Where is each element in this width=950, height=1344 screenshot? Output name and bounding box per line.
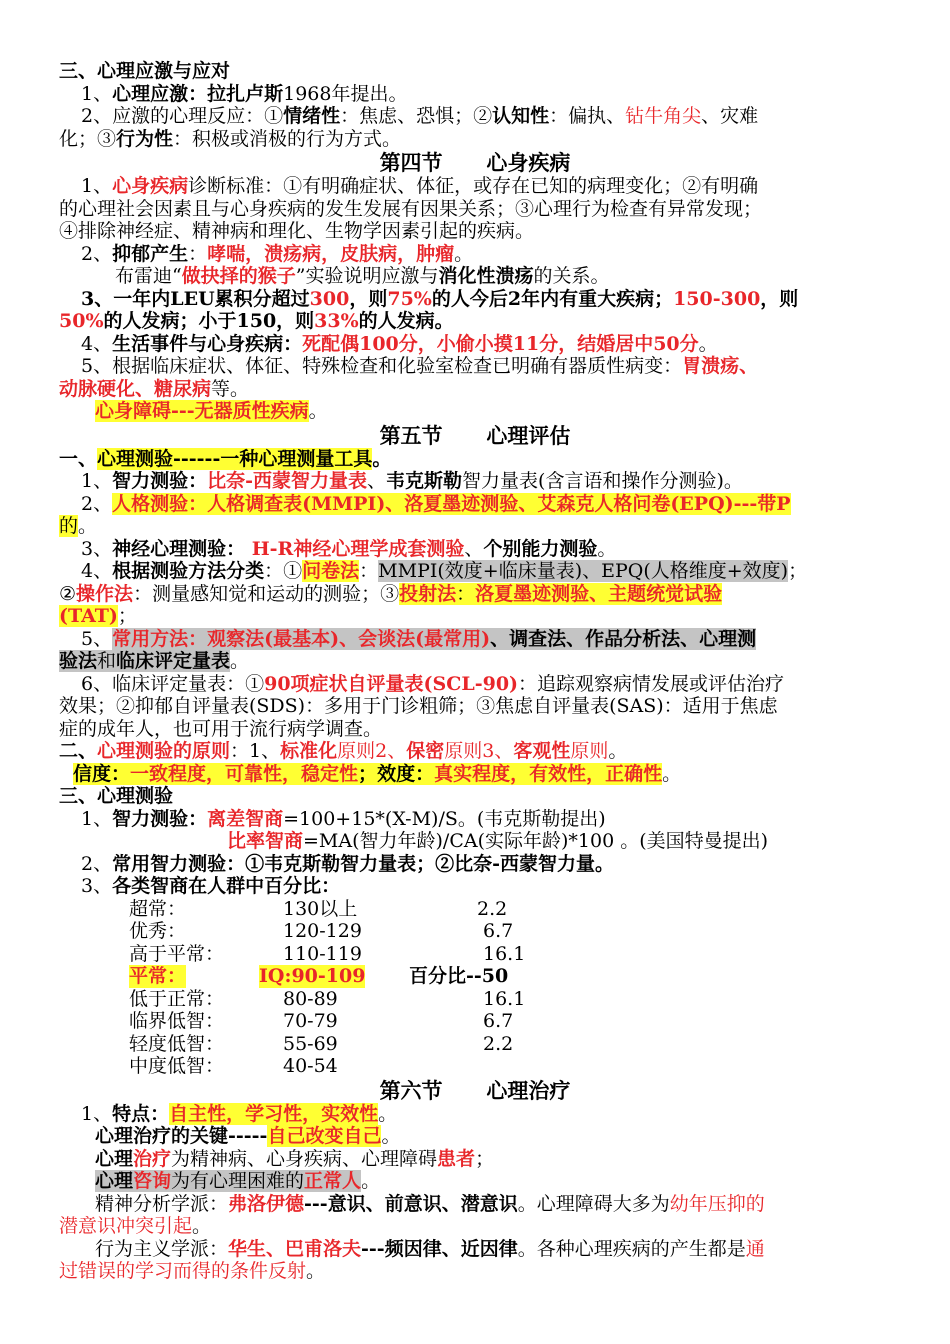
leu-line-2: 50%的人发病；小于150，则33%的人发病。 [59,310,454,332]
reliability-validity: 信度：一致程度，可靠性，稳定性；效度：真实程度，有效性，正确性。 [73,762,682,785]
iq-row: 中度低智： 40-54 [129,1055,338,1077]
leu-line: 3、一年内LEU累积分超过300，则75%的人今后2年内有重大疾病；150-300，则 [81,287,799,310]
personality-test: 2、人格测验：人格调查表(MMPI)、洛夏墨迹测验、艾森克人格问卷(EPQ)---带P [81,492,791,515]
iq-row: 优秀： 120-129 6.7 [129,920,514,942]
iq-table [59,898,891,1078]
test-principles: 二、心理测验的原则：1、标准化原则2、保密原则3、客观性原则。 [59,740,628,762]
disorder-note: 心身障碍---无器质性疾病。 [95,400,328,422]
organic-line-2: 动脉硬化、糖尿病等。 [59,377,250,400]
iq-row: 高于平常： 110-119 16.1 [129,942,526,965]
life-events-line: 4、生活事件与心身疾病：死配偶100分，小偷小摸11分，结婚居中50分。 [81,332,718,355]
intelligence-test: 1、智力测验：比奈-西蒙智力量表、韦克斯勒智力量表(含言语和操作分测验)。 [81,470,743,492]
stress-line-2: 2、应激的心理反应：①情绪性：焦虑、恐惧；②认知性：偏执、钻牛角尖、灾难 [81,105,759,127]
method-classification-2: ②操作法：测量感知觉和运动的测验；③投射法：洛夏墨迹测验、主题统觉试验 [59,582,723,605]
psychosomatic-criteria-2: 的心理社会因素且与心身疾病的发生发展有因果关系；③心理行为检查有异常发现； [59,197,763,220]
section-4-title: 第四节 心身疾病 [379,150,571,175]
psychoanalysis: 精神分析学派：弗洛伊德---意识、前意识、潜意识。心理障碍大多为幼年压抑的 [95,1192,765,1215]
stress-line-1: 1、心理应激：拉扎卢斯1968年提出。 [81,82,408,105]
document-page [59,60,891,1283]
therapy-key: 心理治疗的关键-----自己改变自己。 [95,1125,401,1147]
method-classification-3: (TAT)； [59,605,137,627]
psychoanalysis-2: 潜意识冲突引起。 [59,1215,212,1237]
test-definition: 一、心理测验------一种心理测量工具。 [59,447,392,470]
common-methods: 5、常用方法：观察法(最基本)、会谈法(最常用)、调查法、作品分析法、心理测 [81,627,757,650]
behaviorism: 行为主义学派：华生、巴甫洛夫---频因律、近因律。各种心理疾病的产生都是通 [95,1237,765,1260]
rating-scales-2: 效果；②抑郁自评量表(SDS)：多用于门诊粗筛；③焦虑自评量表(SAS)：适用于焦虑 [59,695,778,717]
heading-stress: 三、心理应激与应对 [59,60,231,82]
behaviorism-2: 过错误的学习而得的条件反射。 [59,1260,326,1282]
ratio-iq: 比率智商=MA(智力年龄)/CA(实际年龄)*100 。(美国特曼提出) [227,830,769,852]
organic-line: 5、根据临床症状、体征、特殊检查和化验室检查已明确有器质性病变：胃溃疡、 [81,355,759,377]
counseling-target: 心理咨询为有心理困难的正常人。 [95,1170,381,1192]
rating-scales: 6、临床评定量表：①90项症状自评量表(SCL-90)：追踪观察病情发展或评估治疗 [81,672,785,695]
iq-row-normal: 平常： IQ:90-109 百分比--50 [129,965,509,987]
heading-psych-test: 三、心理测验 [59,785,174,807]
common-iq-tests: 2、常用智力测验：①韦克斯勒智力量表；②比奈-西蒙智力量。 [81,852,614,875]
therapy-features: 1、特点：自主性，学习性，实效性。 [81,1102,398,1125]
iq-row: 轻度低智： 55-69 2.2 [129,1032,514,1055]
therapy-target: 心理治疗为精神病、心身疾病、心理障碍患者； [95,1147,495,1170]
depression-line: 2、抑郁产生：哮喘，溃疡病，皮肤病，肿瘤。 [81,242,474,265]
rating-scales-3: 症的成年人，也可用于流行病学调查。 [59,717,383,740]
personality-test-2: 的。 [59,515,98,537]
iq-row: 低于正常： 80-89 16.1 [129,987,526,1010]
stress-line-3: 化；③行为性：积极或消极的行为方式。 [59,127,402,150]
iq-distribution-heading: 3、各类智商在人群中百分比： [81,875,341,897]
neuro-test: 3、神经心理测验： H-R神经心理学成套测验、个别能力测验。 [81,537,617,560]
iq-row: 超常： 130以上 2.2 [129,897,508,920]
method-classification: 4、根据测验方法分类：①问卷法：MMPI(效度+临床量表)、EPQ(人格维度+效度)； [81,560,808,582]
section-5-title: 第五节 心理评估 [379,422,571,448]
common-methods-2: 验法和临床评定量表。 [59,650,250,672]
psychosomatic-criteria-3: ④排除神经症、精神病和理化、生物学因素引起的疾病。 [59,220,535,242]
psychosomatic-criteria: 1、心身疾病诊断标准：①有明确症状、体征，或存在已知的病理变化；②有明确 [81,175,759,197]
deviation-iq: 1、智力测验：离差智商=100+15*(X-M)/S。(韦克斯勒提出) [81,807,606,830]
section-6-title: 第六节 心理治疗 [379,1077,571,1103]
brady-line: 布雷迪“做抉择的猴子”实验说明应激与消化性溃疡的关系。 [115,265,610,287]
iq-row: 临界低智： 70-79 6.7 [129,1010,514,1032]
